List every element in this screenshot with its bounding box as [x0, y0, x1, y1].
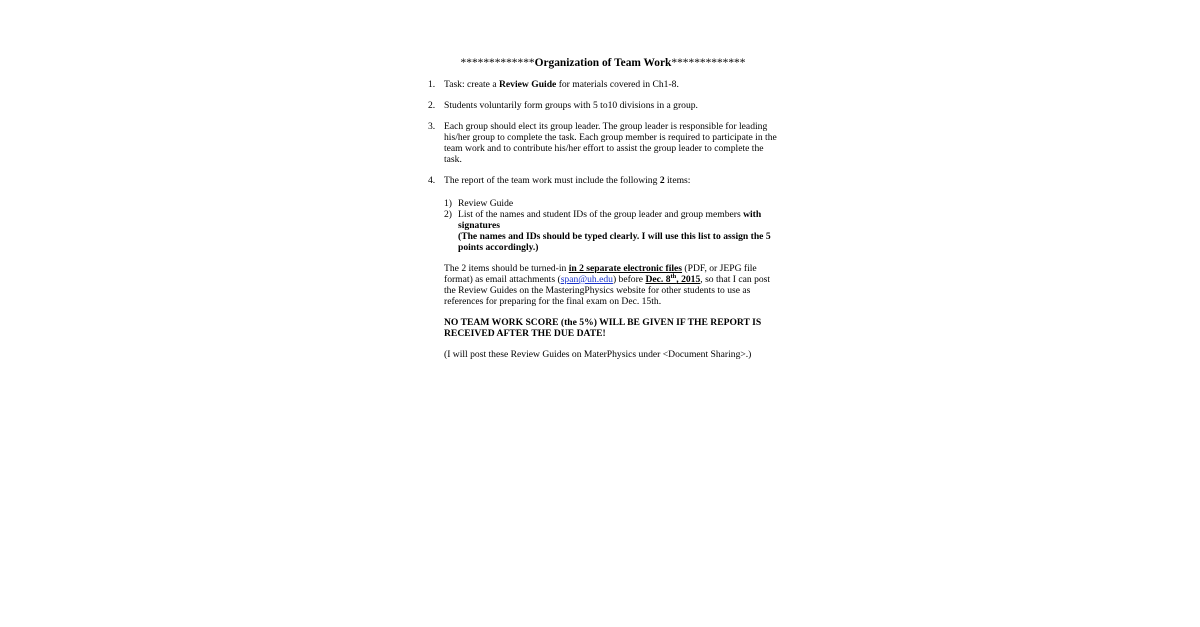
para-text: , so that I can post the Review Guides on the MasteringPhysics website for other students to use as references for preparing for the final exam on Dec. 15th.	[444, 274, 771, 307]
email-link[interactable]: span@uh.edu	[560, 274, 613, 285]
list-item-2	[428, 100, 778, 111]
list-item-3	[428, 121, 778, 165]
title-text: Organization of Team Work	[534, 57, 672, 69]
item-text: items:	[664, 175, 691, 186]
title-stars-left: *************	[460, 57, 535, 69]
due-date-text: Dec. 8	[645, 274, 671, 285]
sub-item-1	[444, 198, 778, 209]
item-text: Students voluntarily form groups with 5 to10 divisions in a group.	[444, 100, 698, 111]
sub-bold-text: with signatures	[458, 209, 762, 231]
note-text: (I will post these Review Guides on MaterPhysics under <Document Sharing>.)	[444, 349, 752, 360]
list-number: 3.	[428, 121, 436, 132]
due-date-year: , 2015	[676, 274, 701, 285]
sub-number: 1)	[444, 198, 452, 209]
sub-item-2	[444, 209, 778, 253]
para-text: (PDF, or JEPG file format) as email attachments (	[444, 263, 757, 285]
list-number: 1.	[428, 79, 436, 90]
page-title	[458, 56, 748, 70]
due-date-suffix: th	[670, 272, 677, 280]
sub-text: Review Guide	[458, 198, 514, 209]
item-text: for materials covered in Ch1-8.	[556, 79, 679, 90]
item-text: The report of the team work must include the following	[444, 175, 660, 186]
underlined-text: in 2 separate electronic files	[568, 263, 683, 274]
item-text: Task: create a	[444, 79, 499, 90]
list-item-1	[428, 79, 778, 90]
warning-paragraph	[444, 317, 778, 339]
submission-paragraph	[444, 263, 778, 307]
para-text: ) before	[612, 274, 646, 285]
list-number: 2.	[428, 100, 436, 111]
sub-number: 2)	[444, 209, 452, 220]
list-number: 4.	[428, 175, 436, 186]
title-stars-right: *************	[671, 57, 746, 69]
note-paragraph	[444, 349, 778, 360]
para-text: The 2 items should be turned-in	[444, 263, 569, 274]
item-text: Each group should elect its group leader. The group leader is responsible for leading his/her group to complete the task. Each group member is required to participate in the team work and to contribute his/her effort to assist the group leader to complete the task.	[444, 121, 777, 165]
due-date	[645, 274, 700, 285]
sub-note: (The names and IDs should be typed clearly. I will use this list to assign the 5 points accordingly.)	[458, 231, 771, 253]
item-bold-text: Review Guide	[499, 79, 557, 90]
sub-text: List of the names and student IDs of the group leader and group members	[458, 209, 744, 220]
document-page	[428, 56, 778, 360]
item-bold-text: 2	[659, 175, 665, 186]
warning-text: NO TEAM WORK SCORE (the 5%) WILL BE GIVEN IF THE REPORT IS RECEIVED AFTER THE DUE DATE!	[444, 317, 762, 339]
list-item-4	[428, 175, 778, 186]
